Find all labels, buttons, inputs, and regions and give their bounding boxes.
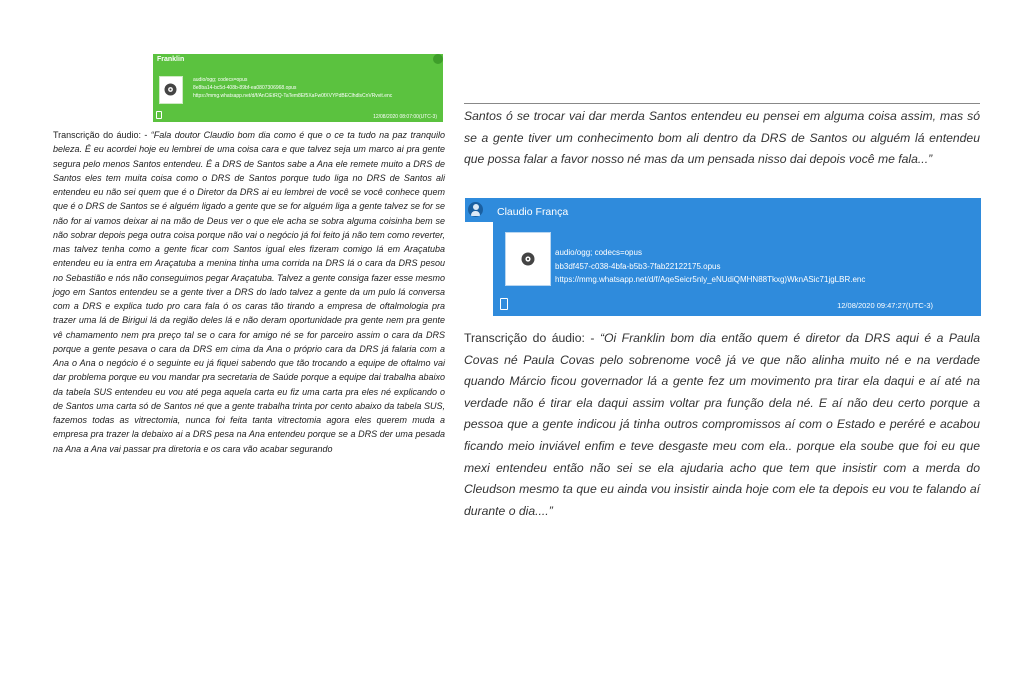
sender-name: Claudio França <box>497 206 569 218</box>
avatar-icon <box>468 202 483 217</box>
card-edge <box>465 222 493 316</box>
transcript-text: “Oi Franklin bom dia então quem é diretor da DRS aqui é a Paula Covas né Paula Covas pelo sobrenome você já ve que não alinha muito né e na verdade quando Márcio ficou governador lá a gente fez um movimento pra tirar ela daqui e aí até na verdade não é tirar ela daqui assim voltar pra função dela né. E aí não deu certo porque a pessoa que a gente indicou já tinha outros compromissos aí com o Estado e peréré e acabou ficando meio inviável enfim e teve desgaste meu com ela.. porque ela soube que foi eu que mexi entendeu então não sei se ela ajudaria acho que tem que insistir com a merda do Cleudson mesmo ta que eu ainda vou insistir ainda hoje com ele ta depois eu vou te falando aí durante o dia....” <box>464 331 980 518</box>
file-url[interactable]: https://mmg.whatsapp.net/d/f/AnCiEtRQ-TaTem8Ef5XaFw0fXVYPdBEClhdlsCnVRvvit.enc <box>193 93 393 99</box>
audio-attachment[interactable] <box>505 232 551 286</box>
right-transcript <box>464 328 980 522</box>
left-transcript <box>53 128 445 456</box>
phone-icon <box>500 298 508 310</box>
audio-file-icon <box>521 252 535 266</box>
avatar <box>433 54 443 64</box>
file-name: bb3df457-c038-4bfa-b5b3-7fab22122175.opus <box>555 261 721 271</box>
right-top-text: Santos ó se trocar vai dar merda Santos entendeu eu pensei em alguma coisa assim, mas só se a gente tiver um conhecimento bom ali dentro da DRS de Santos ou alguém lá entendeu que possa falar a favor nosso né mas da um pensada nisso dai depois você me fala...” <box>464 109 980 167</box>
message-timestamp: 12/08/2020 09:47:27(UTC-3) <box>837 301 933 310</box>
message-card-franklin <box>153 54 443 122</box>
transcript-label: Transcrição do áudio: - <box>53 130 148 140</box>
message-timestamp: 12/08/2020 08:07:00(UTC-3) <box>373 114 437 120</box>
attachment-meta <box>555 246 865 287</box>
file-type: audio/ogg; codecs=opus <box>555 248 642 257</box>
sender-name: Franklin <box>157 56 185 63</box>
phone-icon <box>156 111 162 119</box>
audio-file-icon <box>164 83 177 96</box>
attachment-meta <box>193 76 392 100</box>
transcript-label: Transcrição do áudio: - <box>464 331 595 345</box>
file-name: 8e8ba14-bc5d-408b-89bf-ea0807306968.opus <box>193 85 297 91</box>
divider <box>464 103 980 104</box>
audio-attachment[interactable] <box>159 76 183 104</box>
transcript-text: “Fala doutor Claudio bom dia como é que o ce ta tudo na paz tranquilo beleza. É eu acordei hoje eu lembrei de uma coisa cara e que talvez seja um marco ai pra gente segura pelo menos Santos entendeu. É a DRS de Santos sabe a Ana ele remete muito a DRS de Santos eles tem muita coisa como o DRS de Santos porque tudo liga no DRS de Santos ali entendeu eu não sei quem que é o Diretor da DRS ai eu lembrei de você se você conhece quem que é o DRS de Santos se é alguém ligado a gente que se for alguém liga a gente talvez se for se não for ai vamos deixar ai na mão de Deus ver o que ele acha se sobra alguma coisinha bem se não sobrar depois pega outra coisa porque não vai o negócio já foi feito já não tem como reverter, mas talvez tenha como a gente ficar com Santos igual eles fizeram comigo lá em Araçatuba entendeu eu ia entra em Araçatuba a menina tinha uma corrida na DRS lá o cara da DRS pesou no Sebastião e nós não conseguimos pegar Araçatuba. Talvez a gente consiga fazer esse mesmo jogo em Santos entendeu se a gente tiver a DRS do lado talvez a gente da um pulo lá conversa com a DRS e explica tudo pro cara fala ó os caras tão tirando a empresa de oftalmologia pra trazer uma lá de Birigui lá da região deles lá e não deram oportunidade pra gente nem pra gente vê chamamento nem pra preço tal se o cara for amigo né se for parceiro assim o cara da DRS porque a gente pesava o cara da DRS em cima da Ana o próprio cara da DRS já falaria com a Ana o Ana o negócio é o seguinte eu já fiquei sabendo que tão trocando a equipe de oftalmo vai dar problema porque eu vou mandar pra secretaria de Saúde porque a equipe dai trabalha abaixo da tabela SUS entendeu eu vou até pega aquela carta eu fiz uma carta pra eles né explicando o de Santos uma carta só de Santos né que a gente trabalha trinta por cento abaixo da tabela SUS, fazemos todas as vitrectomia, nunca foi feita tanta vitrectomia agora eles querem muda a empresa pra trazer la debaixo ai a DRS pesa na Ana entendeu porque se a DRS der uma pesada na Ana a Ana vai passar pra diretoria e os cara vão acabar segurando <box>53 130 445 454</box>
message-card-claudio <box>465 198 981 316</box>
file-type: audio/ogg; codecs=opus <box>193 77 248 83</box>
file-url[interactable]: https://mmg.whatsapp.net/d/f/AqeSeicr5nly_eNUdiQMHN88Tkxg)WknASic71jgLBR.enc <box>555 275 866 284</box>
